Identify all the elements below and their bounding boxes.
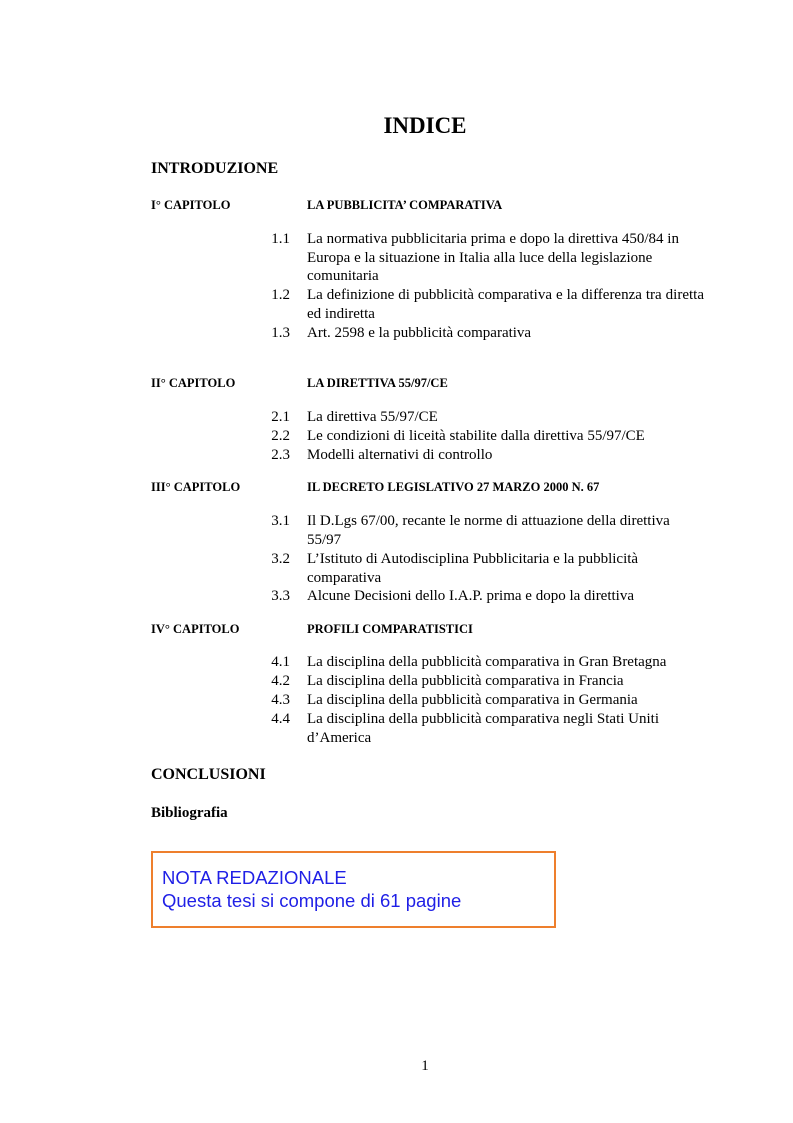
chapter-1-title: LA PUBBLICITA’ COMPARATIVA [307,198,503,212]
entry-text: Modelli alternativi di controllo [307,447,493,463]
toc-entry [262,408,704,427]
entry-number: 2.3 [271,447,290,463]
entry-number: 1.3 [271,325,290,341]
entry-text: La disciplina della pubblicità comparativa in Francia [307,673,624,689]
entry-number: 4.2 [271,673,290,689]
chapter-4-title: PROFILI COMPARATISTICI [307,622,473,636]
entry-number: 2.1 [271,409,290,425]
note-text: Questa tesi si compone di 61 pagine [162,890,462,911]
editorial-note-box [151,851,556,928]
chapter-3-label: III° CAPITOLO [151,480,241,494]
toc-entry [262,587,704,606]
entry-text: Le condizioni di liceità stabilite dalla direttiva 55/97/CE [307,428,645,444]
entry-text: La normativa pubblicitaria prima e dopo la direttiva 450/84 in Europa e la situazione in Italia alla luce della legislazione comunitaria [307,231,679,284]
entry-text: Il D.Lgs 67/00, recante le norme di attuazione della direttiva 55/97 [307,513,670,548]
chapter-3-title: IL DECRETO LEGISLATIVO 27 MARZO 2000 N. 67 [307,480,600,494]
introduction-heading: INTRODUZIONE [151,160,279,177]
entry-text: Alcune Decisioni dello I.A.P. prima e dopo la direttiva [307,588,635,604]
toc-entry [262,427,704,446]
entry-number: 4.1 [271,654,290,670]
entry-text: La disciplina della pubblicità comparativa negli Stati Uniti d’America [307,711,659,746]
page-number: 1 [421,1058,429,1074]
chapter-4-label: IV° CAPITOLO [151,622,240,636]
toc-entry [262,512,704,549]
entry-number: 3.1 [271,513,290,529]
conclusions-heading: CONCLUSIONI [151,766,266,783]
toc-entry [262,710,704,747]
bibliography-heading: Bibliografia [151,805,228,821]
entry-text: La direttiva 55/97/CE [307,409,438,425]
entry-text: La disciplina della pubblicità comparativa in Germania [307,692,638,708]
chapter-1-label: I° CAPITOLO [151,198,231,212]
entry-number: 4.3 [271,692,290,708]
entry-text: Art. 2598 e la pubblicità comparativa [307,325,532,341]
entry-text: La disciplina della pubblicità comparativa in Gran Bretagna [307,654,667,670]
toc-entry [262,672,704,691]
toc-entry [262,286,704,323]
toc-entry [262,324,704,343]
toc-entry [262,446,704,465]
entry-number: 4.4 [271,711,290,727]
entry-number: 1.1 [271,231,290,247]
note-heading: NOTA REDAZIONALE [162,867,347,888]
chapter-2-label: II° CAPITOLO [151,376,236,390]
entry-number: 2.2 [271,428,290,444]
chapter-2-title: LA DIRETTIVA 55/97/CE [307,376,448,390]
entry-number: 1.2 [271,287,290,303]
toc-entry [262,230,704,286]
entry-text: L’Istituto di Autodisciplina Pubblicitaria e la pubblicità comparativa [307,551,639,586]
entry-text: La definizione di pubblicità comparativa e la differenza tra diretta ed indiretta [307,287,704,322]
page-title: INDICE [383,113,467,138]
entry-number: 3.2 [271,551,290,567]
entry-number: 3.3 [271,588,290,604]
toc-entry [262,653,704,672]
toc-entry [262,550,704,587]
toc-entry [262,691,704,710]
